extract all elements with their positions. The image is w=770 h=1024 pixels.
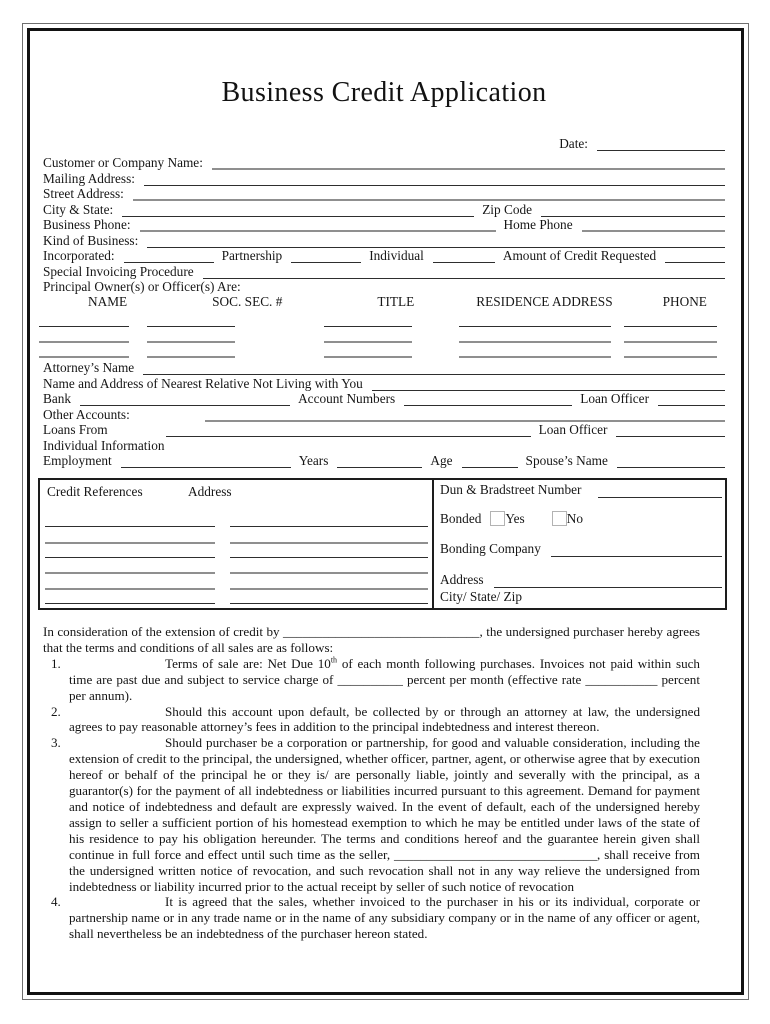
nearest-relative-label: Name and Address of Nearest Relative Not Living with You bbox=[43, 375, 363, 391]
credit-reference-line[interactable] bbox=[45, 588, 215, 590]
other-accounts-line[interactable] bbox=[205, 409, 725, 422]
incorporated-label: Incorporated: bbox=[43, 248, 115, 263]
loans-from-label: Loans From bbox=[43, 422, 108, 437]
seller-name-blank[interactable]: ______________________________ bbox=[283, 624, 480, 639]
bonded-yes-label: Yes bbox=[505, 510, 525, 526]
mailing-line[interactable] bbox=[144, 174, 725, 186]
terms-item-1-text-cont: of each month following purchases. Invoices not paid within such time are past due and subject to service charge of __________ percent per month (effective rate ___________ percent per annum). bbox=[69, 655, 700, 703]
age-label: Age bbox=[430, 453, 453, 468]
bonded-yes-checkbox[interactable] bbox=[490, 511, 505, 526]
attorney-label: Attorney’s Name bbox=[43, 360, 135, 375]
customer-line[interactable] bbox=[212, 157, 725, 170]
owners-header-ssn: SOC. SEC. # bbox=[212, 293, 283, 309]
credit-reference-line[interactable] bbox=[45, 526, 215, 527]
attorney-row bbox=[43, 360, 725, 376]
amount-of-credit-line[interactable] bbox=[665, 251, 725, 263]
date-row bbox=[43, 135, 725, 151]
years-label: Years bbox=[298, 453, 329, 468]
credit-references-box bbox=[38, 478, 727, 610]
nearest-relative-line[interactable] bbox=[372, 379, 725, 391]
credit-references-pane bbox=[40, 480, 434, 608]
credit-address-line[interactable] bbox=[230, 572, 428, 574]
owner-residence-line[interactable] bbox=[459, 315, 611, 327]
terms-item-4-number: 4. bbox=[51, 894, 61, 910]
terms-item-2 bbox=[43, 704, 700, 736]
spouse-line[interactable] bbox=[617, 456, 725, 468]
individual-information-row bbox=[43, 437, 725, 453]
partnership-label: Partnership bbox=[221, 248, 283, 263]
attorney-line[interactable] bbox=[143, 363, 725, 375]
credit-reference-line[interactable] bbox=[45, 603, 215, 604]
spouse-label: Spouse’s Name bbox=[525, 453, 608, 468]
loan-officer-2-label: Loan Officer bbox=[538, 422, 608, 437]
mailing-row bbox=[43, 170, 725, 186]
phone-row bbox=[43, 217, 725, 233]
incorporated-line[interactable] bbox=[124, 251, 214, 263]
terms-intro bbox=[43, 624, 700, 656]
loans-from-line[interactable] bbox=[166, 425, 531, 437]
owners-blank-row bbox=[39, 345, 725, 360]
city-state-zip-label: City/ State/ Zip bbox=[440, 589, 522, 604]
credit-reference-line[interactable] bbox=[45, 542, 215, 544]
dun-row bbox=[440, 483, 722, 498]
account-numbers-line[interactable] bbox=[404, 394, 572, 406]
owner-title-line[interactable] bbox=[324, 315, 412, 327]
bank-line[interactable] bbox=[80, 394, 290, 406]
other-accounts-label: Other Accounts: bbox=[43, 406, 130, 422]
bank-label: Bank bbox=[43, 391, 72, 406]
credit-address-line[interactable] bbox=[230, 557, 428, 558]
terms-item-3-text: Should purchaser be a corporation or partnership, for good and valuable consideration, including the extension of credit to the principal, the undersigned, whether officer, partner, agent, or otherwise agree that by execution hereof or behalf of the principal he or they is/ are personally liable, jointly and severally with the principal, as a guarantor(s) for the payment of all indebtedness or liabilities incurred pursuant to this agreement. Demand for payment and notice of indebtedness and default are expressly waived. In the event of default, each of the undersigned hereby assign to seller a sufficient portion of his homestead exemption to which he may be entitled under laws of the state of his residence to pay his obligation hereunder. The terms and conditions hereof and the guarantee herein given shall continue in full force and effect until such time as the seller, _______________________________, shall receive from the undersigned written notice of revocation, and such revocation shall not in any way relieve the undersigned from indebtedness or liability incurred prior to the actual receipt by seller of such notice of revocation bbox=[69, 735, 700, 894]
terms-intro-pre: In consideration of the extension of credit by bbox=[43, 624, 284, 639]
employment-line[interactable] bbox=[121, 456, 291, 468]
terms-item-4 bbox=[43, 894, 700, 942]
bonded-label: Bonded bbox=[440, 510, 482, 526]
owners-blank-row bbox=[39, 330, 725, 345]
form-content bbox=[30, 31, 741, 992]
credit-reference-line[interactable] bbox=[45, 572, 215, 574]
owner-phone-line[interactable] bbox=[624, 315, 717, 327]
owner-phone-line[interactable] bbox=[624, 330, 717, 343]
zip-label: Zip Code bbox=[482, 201, 533, 217]
terms-item-3-number: 3. bbox=[51, 735, 61, 751]
dun-bradstreet-label: Dun & Bradstreet Number bbox=[440, 482, 582, 497]
page-title: Business Credit Application bbox=[221, 77, 547, 108]
terms-item-4-text: It is agreed that the sales, whether invoiced to the purchaser in his or its individual, corporate or partnership name or in any trade name or in the name of any subsidiary company or in the name of any officer or agent, shall nevertheless be an indebtedness of the purchaser hereon stated. bbox=[69, 894, 700, 942]
owner-ssn-line[interactable] bbox=[147, 345, 235, 358]
loan-officer-line[interactable] bbox=[658, 394, 725, 406]
date-line[interactable] bbox=[597, 139, 725, 151]
credit-references-header: Credit References bbox=[47, 484, 143, 499]
account-numbers-label: Account Numbers bbox=[298, 391, 396, 406]
incorporated-row bbox=[43, 248, 725, 264]
credit-address-line[interactable] bbox=[230, 588, 428, 590]
principal-owners-label: Principal Owner(s) or Officer(s) Are: bbox=[43, 279, 241, 294]
bonded-no-checkbox[interactable] bbox=[552, 511, 567, 526]
business-phone-line[interactable] bbox=[140, 219, 496, 232]
terms-intro-post: , the undersigned purchaser hereby agrees that the terms and conditions of all sales are as follows: bbox=[43, 624, 700, 655]
partnership-line[interactable] bbox=[291, 251, 361, 263]
loan-officer-label: Loan Officer bbox=[580, 391, 649, 406]
owners-header-residence: RESIDENCE ADDRESS bbox=[476, 293, 613, 309]
zip-line[interactable] bbox=[541, 205, 725, 217]
mailing-label: Mailing Address: bbox=[43, 170, 135, 186]
date-label: Date: bbox=[559, 135, 588, 151]
terms-item-2-text: Should this account upon default, be collected by or through an attorney at law, the undersigned agrees to pay reasonable attorney’s fees in addition to the principal indebtedness and interest thereon. bbox=[69, 703, 700, 735]
business-phone-label: Business Phone: bbox=[43, 217, 131, 232]
owners-table-headers bbox=[43, 294, 725, 310]
city-row bbox=[43, 201, 725, 217]
owner-phone-line[interactable] bbox=[624, 345, 717, 358]
amount-of-credit-label: Amount of Credit Requested bbox=[502, 248, 657, 263]
principal-owners-row bbox=[43, 279, 725, 295]
terms-and-conditions bbox=[43, 624, 725, 942]
owner-residence-line[interactable] bbox=[459, 345, 611, 358]
bonding-company-label: Bonding Company bbox=[440, 541, 541, 556]
credit-address-line[interactable] bbox=[230, 542, 428, 544]
city-state-line[interactable] bbox=[122, 205, 474, 217]
individual-information-label: Individual Information bbox=[43, 437, 165, 453]
individual-label: Individual bbox=[369, 248, 424, 263]
loans-from-row bbox=[43, 422, 725, 438]
owner-ssn-line[interactable] bbox=[147, 315, 235, 327]
credit-reference-line[interactable] bbox=[45, 557, 215, 558]
dun-bradstreet-pane bbox=[434, 480, 725, 608]
street-line[interactable] bbox=[133, 188, 725, 201]
bonded-no-label: No bbox=[566, 510, 583, 526]
owners-header-title: TITLE bbox=[377, 293, 415, 309]
owner-name-line[interactable] bbox=[39, 330, 129, 343]
years-line[interactable] bbox=[337, 456, 422, 468]
age-line[interactable] bbox=[462, 456, 518, 468]
owners-header-name: NAME bbox=[88, 293, 128, 309]
special-invoicing-label: Special Invoicing Procedure bbox=[43, 263, 194, 279]
terms-item-3 bbox=[43, 735, 700, 894]
terms-item-1-superscript: th bbox=[330, 655, 338, 665]
owner-name-line[interactable] bbox=[39, 315, 129, 327]
terms-item-1-text: Terms of sale are: Net Due 10 bbox=[165, 655, 331, 671]
street-row bbox=[43, 186, 725, 202]
customer-label: Customer or Company Name: bbox=[43, 155, 203, 170]
customer-row bbox=[43, 155, 725, 171]
credit-address-line[interactable] bbox=[230, 603, 428, 604]
bank-row bbox=[43, 391, 725, 407]
bonding-company-row bbox=[440, 542, 722, 557]
loan-officer-2-line[interactable] bbox=[616, 425, 725, 437]
other-accounts-row bbox=[43, 406, 725, 422]
owner-ssn-line[interactable] bbox=[147, 330, 235, 343]
employment-row bbox=[43, 453, 725, 469]
owner-title-line[interactable] bbox=[324, 345, 412, 358]
bonding-address-row bbox=[440, 573, 722, 588]
bonded-row bbox=[440, 511, 722, 526]
individual-line[interactable] bbox=[433, 251, 495, 263]
bonding-address-line[interactable] bbox=[494, 576, 722, 588]
bonding-address-label: Address bbox=[440, 572, 484, 587]
terms-item-2-number: 2. bbox=[51, 703, 61, 719]
credit-address-line[interactable] bbox=[230, 526, 428, 527]
home-phone-line[interactable] bbox=[582, 219, 725, 232]
owner-title-line[interactable] bbox=[324, 330, 412, 343]
owner-name-line[interactable] bbox=[39, 345, 129, 358]
kind-of-business-label: Kind of Business: bbox=[43, 232, 139, 248]
credit-address-header: Address bbox=[188, 484, 232, 499]
terms-item-1-number: 1. bbox=[51, 655, 61, 671]
employment-label: Employment bbox=[43, 453, 112, 468]
home-phone-label: Home Phone bbox=[503, 217, 573, 232]
dun-bradstreet-line[interactable] bbox=[598, 486, 722, 498]
inner-border bbox=[27, 28, 744, 995]
owners-blank-row bbox=[39, 315, 725, 330]
street-label: Street Address: bbox=[43, 186, 124, 201]
special-invoicing-line[interactable] bbox=[203, 267, 725, 279]
special-invoicing-row bbox=[43, 263, 725, 279]
kind-row bbox=[43, 232, 725, 248]
bonding-company-line[interactable] bbox=[551, 545, 722, 557]
relative-row bbox=[43, 375, 725, 391]
city-state-zip-row bbox=[440, 590, 722, 605]
kind-of-business-line[interactable] bbox=[147, 236, 725, 248]
terms-item-1 bbox=[43, 656, 700, 704]
owner-residence-line[interactable] bbox=[459, 330, 611, 343]
city-state-label: City & State: bbox=[43, 201, 114, 217]
owners-header-phone: PHONE bbox=[662, 293, 707, 309]
